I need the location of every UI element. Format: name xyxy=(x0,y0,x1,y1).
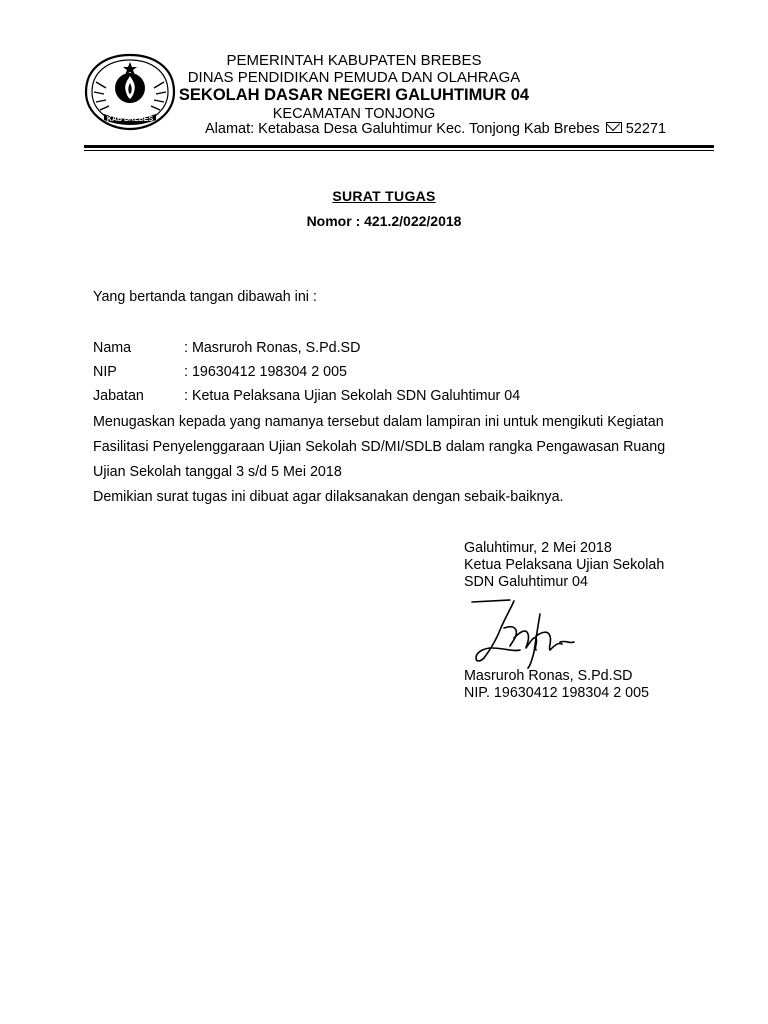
department-name: DINAS PENDIDIKAN PEMUDA DAN OLAHRAGA xyxy=(187,69,521,86)
postal-code: 52271 xyxy=(625,121,667,137)
document-number: Nomor : 421.2/022/2018 xyxy=(306,213,462,229)
signer-nip: NIP. 19630412 198304 2 005 xyxy=(464,685,649,701)
signer-position: Ketua Pelaksana Ujian Sekolah xyxy=(464,557,665,573)
signer-institution: SDN Galuhtimur 04 xyxy=(464,574,588,590)
body-line-3: Ujian Sekolah tanggal 3 s/d 5 Mei 2018 xyxy=(93,464,342,480)
government-name: PEMERINTAH KABUPATEN BREBES xyxy=(226,52,482,69)
closing-statement: Demikian surat tugas ini dibuat agar dilaksanakan dengan sebaik-baiknya. xyxy=(93,489,564,505)
body-line-2: Fasilitasi Penyelenggaraan Ujian Sekolah SD/MI/SDLB dalam rangka Pengawasan Ruang xyxy=(93,439,666,455)
document-title: SURAT TUGAS xyxy=(332,188,436,204)
signer-name: Masruroh Ronas, S.Pd.SD xyxy=(464,668,633,684)
district-name: KECAMATAN TONJONG xyxy=(272,106,436,122)
field-label-nip: NIP xyxy=(93,364,117,380)
address-line xyxy=(205,121,705,137)
field-value-position: : Ketua Pelaksana Ujian Sekolah SDN Galuhtimur 04 xyxy=(184,388,521,404)
field-label-position: Jabatan xyxy=(93,388,144,404)
place-date: Galuhtimur, 2 Mei 2018 xyxy=(464,540,612,556)
letterhead-divider-thick xyxy=(84,145,714,148)
field-label-name: Nama xyxy=(93,340,132,356)
logo-ribbon-text: KAB BREBES xyxy=(106,116,154,123)
field-value-name: : Masruroh Ronas, S.Pd.SD xyxy=(184,340,361,356)
envelope-icon xyxy=(606,122,622,133)
handwritten-signature xyxy=(470,598,590,670)
school-name: SEKOLAH DASAR NEGERI GALUHTIMUR 04 xyxy=(178,86,530,104)
opening-statement: Yang bertanda tangan dibawah ini : xyxy=(93,289,317,305)
letterhead-divider-thin xyxy=(84,150,714,151)
field-value-nip: : 19630412 198304 2 005 xyxy=(184,364,347,380)
body-line-1: Menugaskan kepada yang namanya tersebut dalam lampiran ini untuk mengikuti Kegiatan xyxy=(93,414,664,430)
address-text: Alamat: Ketabasa Desa Galuhtimur Kec. Tonjong Kab Brebes xyxy=(205,121,600,137)
